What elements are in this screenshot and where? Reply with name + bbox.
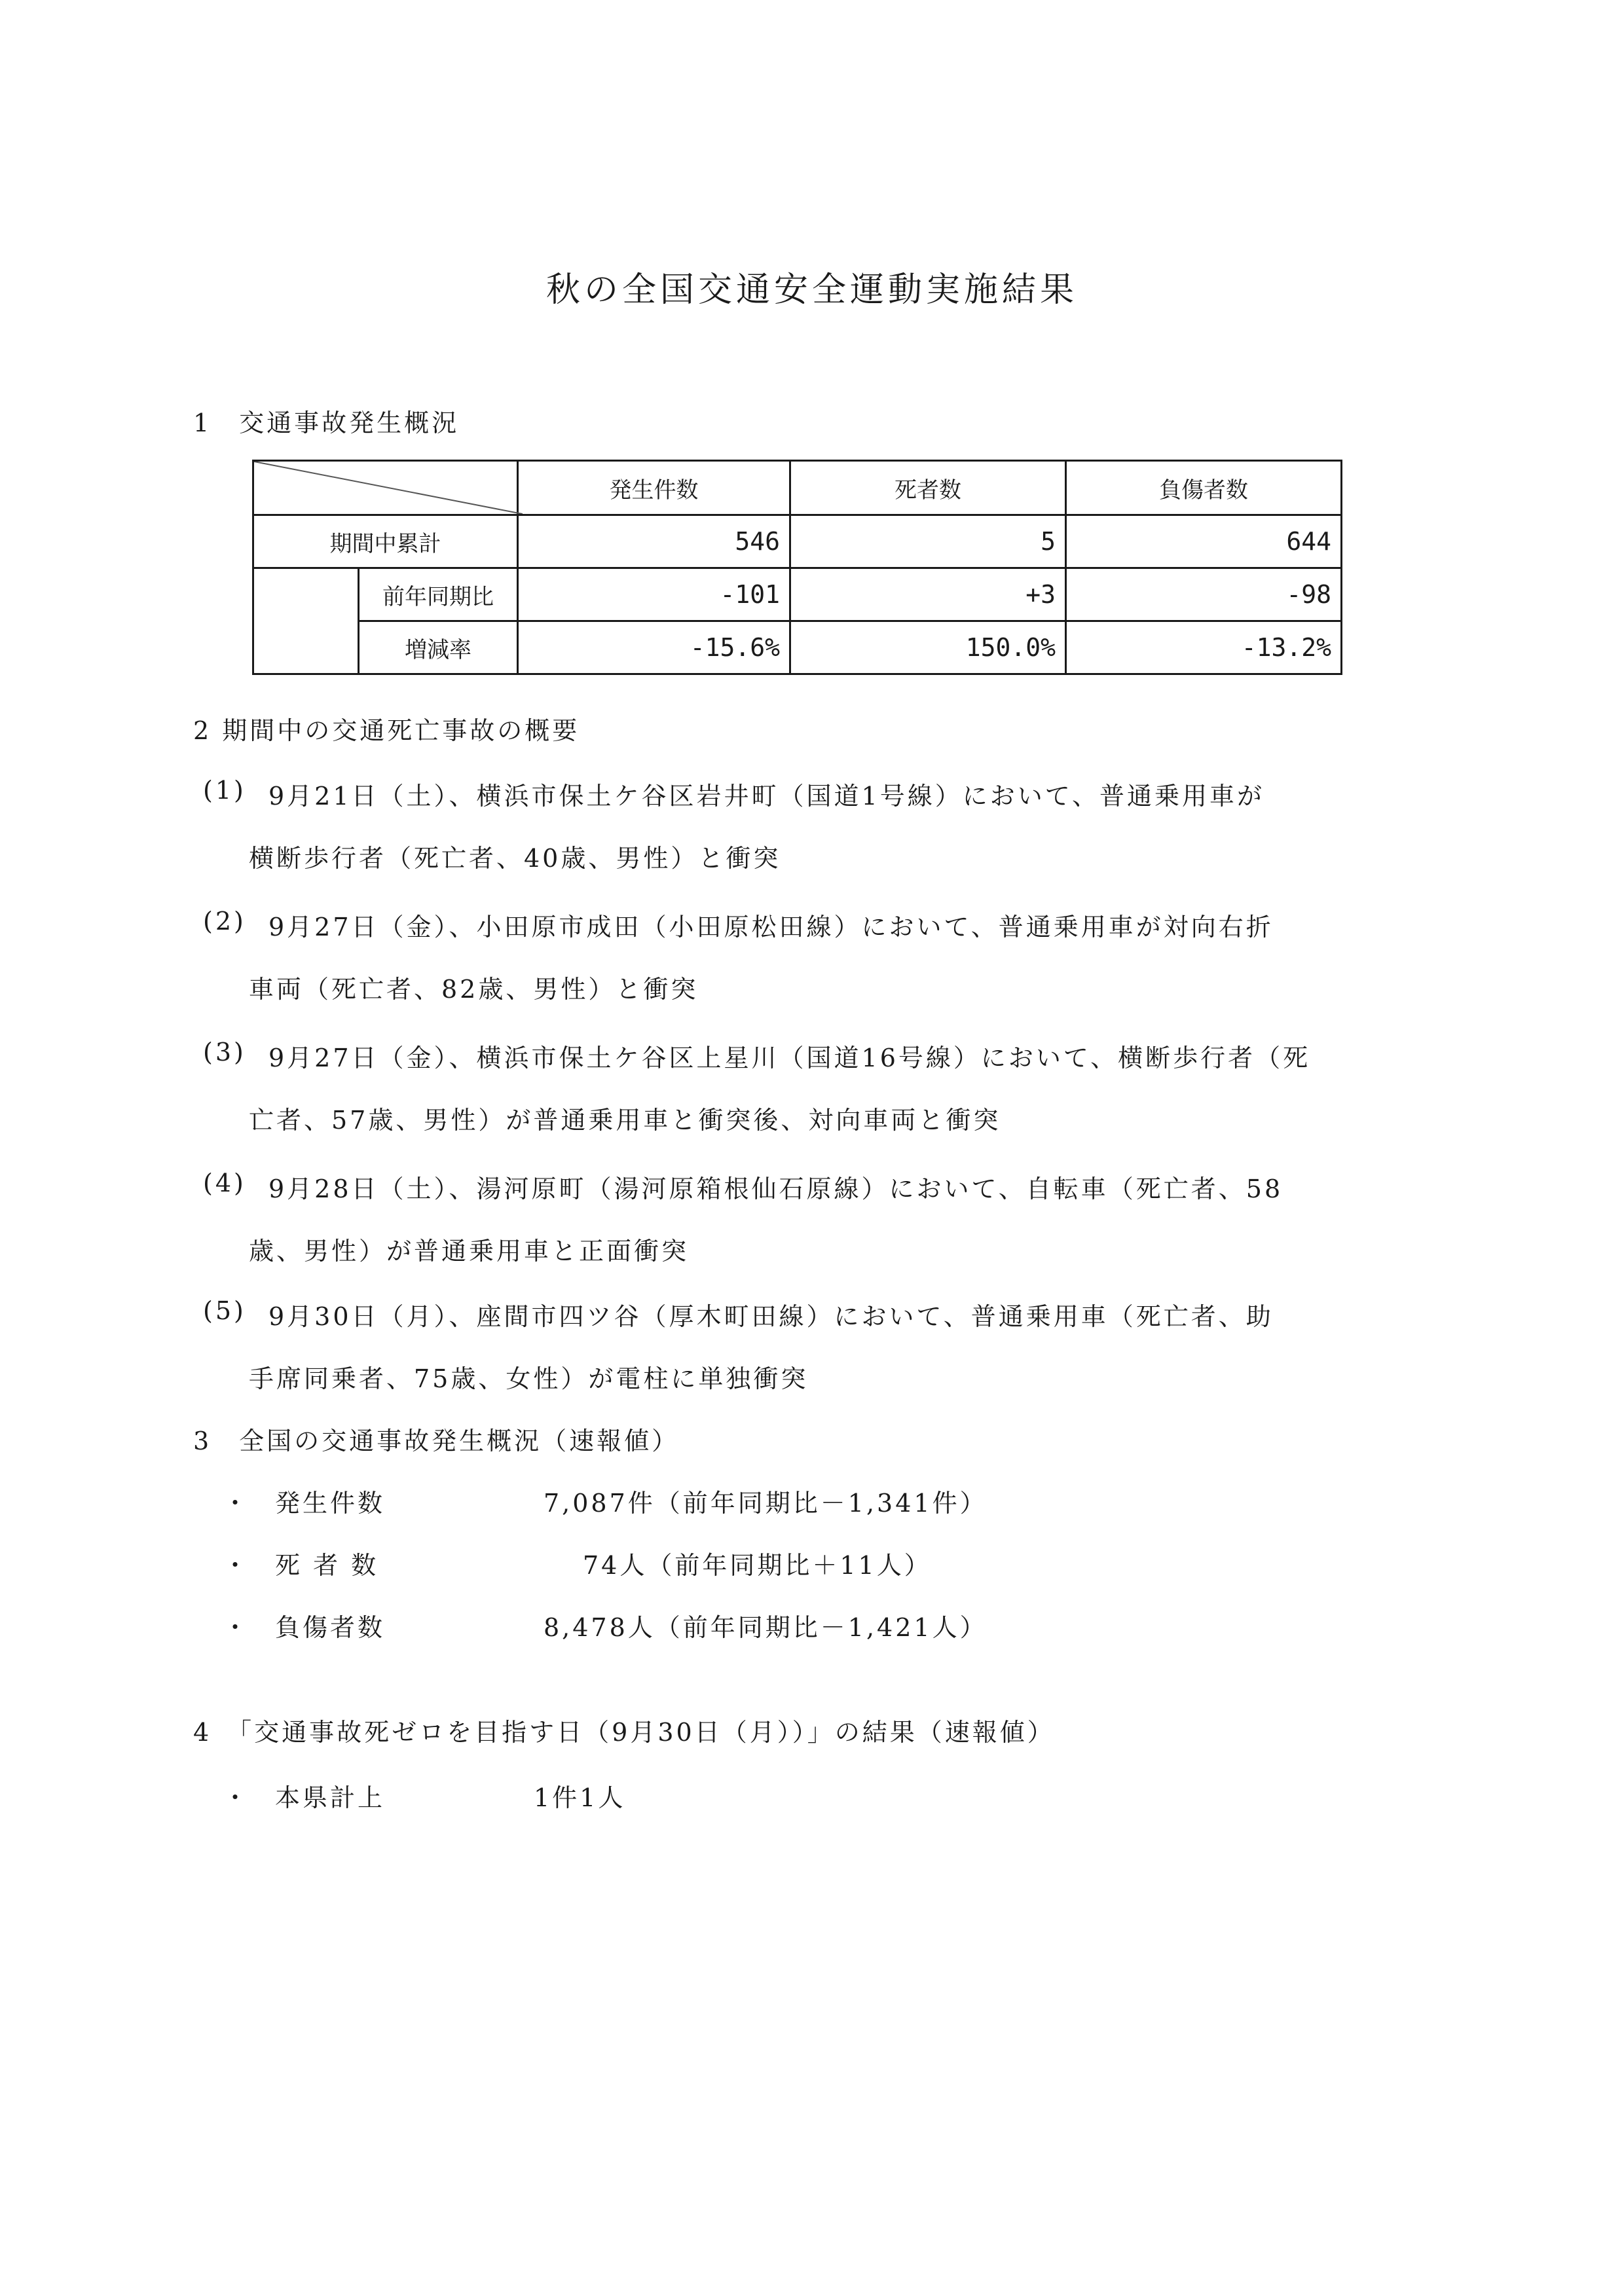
stat-value: 74人（前年同期比＋11人） xyxy=(583,1551,932,1580)
item-line: 車両（死亡者、82歳、男性）と衝突 xyxy=(249,975,699,1004)
table-row xyxy=(253,621,1342,674)
stat-label: 死 者 数 xyxy=(275,1551,379,1580)
table-cell: -15.6% xyxy=(518,621,790,674)
table-corner-cell xyxy=(253,461,518,515)
section1-heading: 1 交通事故発生概況 xyxy=(193,409,460,437)
table-cell: 5 xyxy=(790,515,1066,568)
item-line: 9月27日（金）、横浜市保土ケ谷区上星川（国道16号線）において、横断歩行者（死 xyxy=(268,1044,1311,1072)
row-label: 増減率 xyxy=(359,621,518,674)
item-line: 手席同乗者、75歳、女性）が電柱に単独衝突 xyxy=(249,1364,809,1393)
table-cell: -13.2% xyxy=(1066,621,1342,674)
item-line: 9月28日（土）、湯河原町（湯河原箱根仙石原線）において、自転車（死亡者、58 xyxy=(268,1175,1283,1203)
item-number: (2) xyxy=(203,907,246,936)
bullet: ・ xyxy=(223,1489,251,1518)
accident-summary-table xyxy=(252,460,1342,675)
table-cell: 546 xyxy=(518,515,790,568)
stat-value: 8,478人（前年同期比－1,421人） xyxy=(544,1613,987,1642)
bullet: ・ xyxy=(223,1783,251,1812)
row-label: 期間中累計 xyxy=(253,515,518,568)
item-line: 亡者、57歳、男性）が普通乗用車と衝突後、対向車両と衝突 xyxy=(249,1106,1001,1135)
item-line: 歳、男性）が普通乗用車と正面衝突 xyxy=(249,1237,690,1266)
indent-cell xyxy=(253,568,359,621)
page-title: 秋の全国交通安全運動実施結果 xyxy=(545,270,1078,310)
section3-heading: 3 全国の交通事故発生概況（速報値） xyxy=(193,1427,680,1455)
item-number: (3) xyxy=(203,1038,246,1066)
stat-value: 1件1人 xyxy=(534,1783,626,1812)
stat-label: 本県計上 xyxy=(275,1783,386,1812)
item-line: 9月27日（金）、小田原市成田（小田原松田線）において、普通乗用車が対向右折 xyxy=(268,913,1274,941)
stat-value: 7,087件（前年同期比－1,341件） xyxy=(544,1489,987,1518)
item-number: (5) xyxy=(203,1296,246,1325)
table-row xyxy=(253,515,1342,568)
table-cell: 150.0% xyxy=(790,621,1066,674)
table-cell: -98 xyxy=(1066,568,1342,621)
item-line: 横断歩行者（死亡者、40歳、男性）と衝突 xyxy=(249,844,781,873)
table-cell: -101 xyxy=(518,568,790,621)
table-cell: +3 xyxy=(790,568,1066,621)
item-number: (4) xyxy=(203,1169,246,1197)
item-line: 9月30日（月）、座間市四ツ谷（厚木町田線）において、普通乗用車（死亡者、助 xyxy=(268,1302,1274,1331)
section2-heading: 2 期間中の交通死亡事故の概要 xyxy=(193,716,580,745)
indent-cell xyxy=(253,621,359,674)
header-deaths: 死者数 xyxy=(790,461,1066,515)
table-cell: 644 xyxy=(1066,515,1342,568)
stat-label: 発生件数 xyxy=(275,1489,386,1518)
bullet: ・ xyxy=(223,1551,251,1580)
header-injuries: 負傷者数 xyxy=(1066,461,1342,515)
table-row xyxy=(253,568,1342,621)
section4-heading: 4 「交通事故死ゼロを目指す日（9月30日（月））」の結果（速報値） xyxy=(193,1718,1055,1747)
diagonal-line-icon xyxy=(254,462,523,514)
table-header-row xyxy=(253,461,1342,515)
header-incidents: 発生件数 xyxy=(518,461,790,515)
item-line: 9月21日（土）、横浜市保土ケ谷区岩井町（国道1号線）において、普通乗用車が xyxy=(268,782,1264,811)
stat-label: 負傷者数 xyxy=(275,1613,386,1642)
bullet: ・ xyxy=(223,1613,251,1642)
row-label: 前年同期比 xyxy=(359,568,518,621)
item-number: (1) xyxy=(203,776,246,805)
